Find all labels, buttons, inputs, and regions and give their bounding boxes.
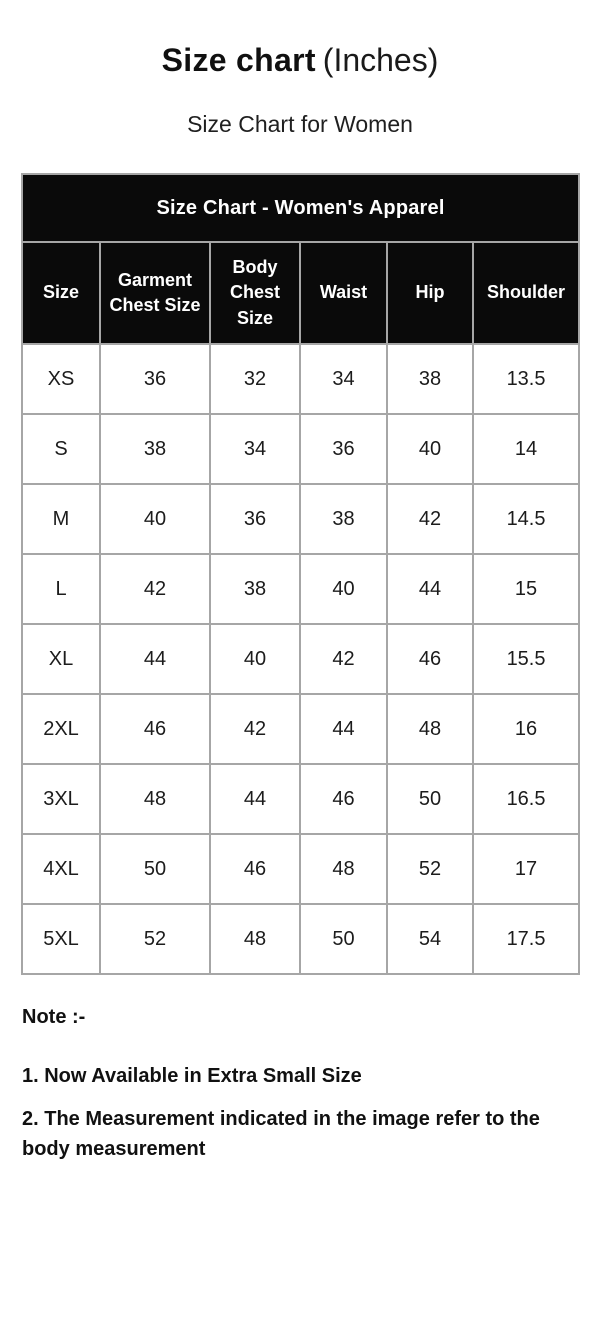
measurement-cell: 40 (300, 554, 387, 624)
column-header: Garment Chest Size (100, 242, 210, 344)
measurement-cell: 15 (473, 554, 579, 624)
table-row (22, 554, 579, 624)
table-row (22, 694, 579, 764)
column-header: Waist (300, 242, 387, 344)
measurement-cell: 17 (473, 834, 579, 904)
measurement-cell: 13.5 (473, 344, 579, 414)
notes-list (22, 1061, 578, 1164)
measurement-cell: 44 (210, 764, 300, 834)
notes-heading: Note :- (22, 1006, 86, 1028)
measurement-cell: 14 (473, 414, 579, 484)
measurement-cell: 44 (300, 694, 387, 764)
measurement-cell: 16.5 (473, 764, 579, 834)
measurement-cell: 14.5 (473, 484, 579, 554)
table-row (22, 344, 579, 414)
measurement-cell: 38 (210, 554, 300, 624)
measurement-cell: 36 (100, 344, 210, 414)
column-header: Hip (387, 242, 473, 344)
measurement-cell: 17.5 (473, 904, 579, 974)
measurement-cell: 50 (100, 834, 210, 904)
page-title (0, 44, 600, 76)
measurement-cell: 36 (300, 414, 387, 484)
page-title-unit: (Inches) (322, 42, 439, 78)
size-label-cell: 5XL (22, 904, 100, 974)
size-label-cell: XS (22, 344, 100, 414)
table-row (22, 834, 579, 904)
measurement-cell: 42 (100, 554, 210, 624)
measurement-cell: 36 (210, 484, 300, 554)
size-label-cell: L (22, 554, 100, 624)
measurement-cell: 34 (210, 414, 300, 484)
size-label-cell: M (22, 484, 100, 554)
notes-section (22, 1005, 578, 1164)
table-row (22, 904, 579, 974)
table-header-row (22, 242, 579, 344)
measurement-cell: 46 (300, 764, 387, 834)
measurement-cell: 46 (100, 694, 210, 764)
table-caption: Size Chart - Women's Apparel (22, 174, 579, 242)
measurement-cell: 34 (300, 344, 387, 414)
table-row (22, 764, 579, 834)
page-subtitle: Size Chart for Women (187, 111, 413, 137)
size-label-cell: 2XL (22, 694, 100, 764)
measurement-cell: 38 (387, 344, 473, 414)
measurement-cell: 50 (300, 904, 387, 974)
note-item: 2. The Measurement indicated in the image refer to the body measurement (22, 1108, 540, 1160)
page-title-main: Size chart (161, 42, 316, 78)
size-label-cell: XL (22, 624, 100, 694)
measurement-cell: 42 (387, 484, 473, 554)
measurement-cell: 38 (300, 484, 387, 554)
measurement-cell: 16 (473, 694, 579, 764)
measurement-cell: 46 (387, 624, 473, 694)
table-row (22, 484, 579, 554)
measurement-cell: 15.5 (473, 624, 579, 694)
size-label-cell: 3XL (22, 764, 100, 834)
measurement-cell: 46 (210, 834, 300, 904)
size-label-cell: 4XL (22, 834, 100, 904)
column-header: Shoulder (473, 242, 579, 344)
measurement-cell: 42 (210, 694, 300, 764)
measurement-cell: 40 (100, 484, 210, 554)
column-header: Body Chest Size (210, 242, 300, 344)
table-caption-row (22, 174, 579, 242)
measurement-cell: 44 (100, 624, 210, 694)
measurement-cell: 44 (387, 554, 473, 624)
size-label-cell: S (22, 414, 100, 484)
measurement-cell: 48 (300, 834, 387, 904)
column-header: Size (22, 242, 100, 344)
measurement-cell: 48 (100, 764, 210, 834)
measurement-cell: 48 (210, 904, 300, 974)
measurement-cell: 32 (210, 344, 300, 414)
measurement-cell: 42 (300, 624, 387, 694)
note-item: 1. Now Available in Extra Small Size (22, 1065, 362, 1087)
table-row (22, 624, 579, 694)
measurement-cell: 40 (210, 624, 300, 694)
measurement-cell: 52 (387, 834, 473, 904)
measurement-cell: 38 (100, 414, 210, 484)
measurement-cell: 48 (387, 694, 473, 764)
table-body (22, 344, 579, 974)
size-table (21, 173, 580, 975)
measurement-cell: 54 (387, 904, 473, 974)
table-row (22, 414, 579, 484)
measurement-cell: 52 (100, 904, 210, 974)
measurement-cell: 50 (387, 764, 473, 834)
measurement-cell: 40 (387, 414, 473, 484)
